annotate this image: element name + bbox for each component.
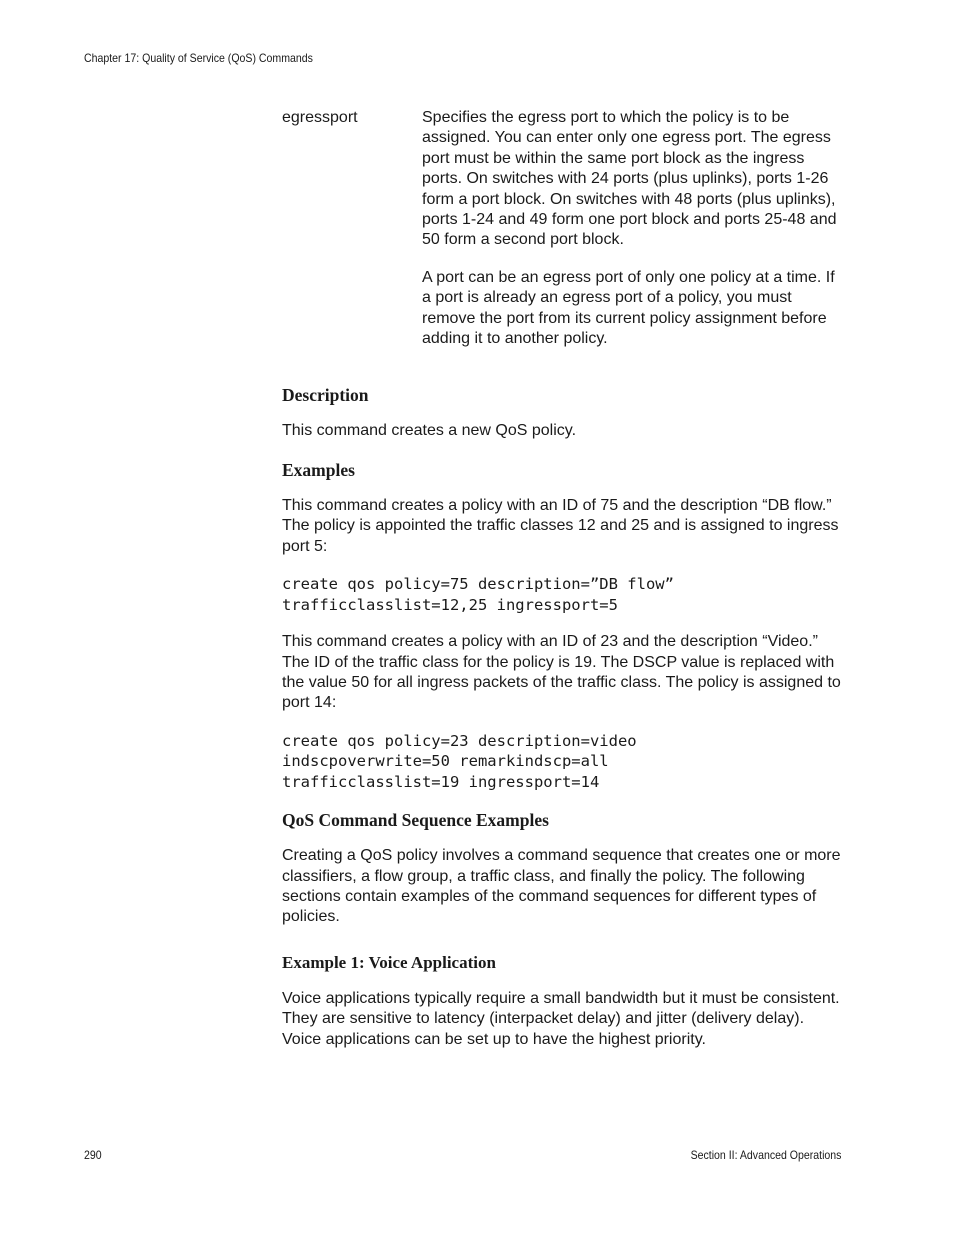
example1-heading: Example 1: Voice Application [282,952,496,972]
sequence-heading: QoS Command Sequence Examples [282,810,549,831]
code-block [282,731,846,793]
page-number: 290 [84,1148,102,1162]
code-line: trafficclasslist=19 ingressport=14 [282,772,600,791]
description-heading: Description [282,385,369,406]
running-header: Chapter 17: Quality of Service (QoS) Commands [84,51,313,65]
sequence-text: Creating a QoS policy involves a command sequence that creates one or more classifiers, a flow group, a traffic class, and finally the policy. The following sections contain examples of the command sequences for different types of policies. [282,847,841,926]
code-block [282,574,846,615]
parameter-paragraph: Specifies the egress port to which the policy is to be assigned. You can enter only one egress port. The egress port must be within the same port block as the ingress ports. On switches with 24 ports (plus uplinks), ports 1-26 form a port block. On switches with 48 ports (plus uplinks), ports 1-24 and 49 form one port block and ports 25-48 and 50 form a second port block. [422,109,837,249]
code-line: trafficclasslist=12,25 ingressport=5 [282,595,618,614]
parameter-row [282,108,846,366]
examples-heading: Examples [282,459,355,480]
example1-text: Voice applications typically require a small bandwidth but it must be consistent. They are sensitive to latency (interpacket delay) and jitter (delivery delay). Voice applications can be set up to have the highest priority. [282,989,840,1048]
footer-section: Section II: Advanced Operations [690,1148,841,1162]
parameter-description [422,108,846,366]
parameter-name: egressport [282,109,358,126]
parameter-paragraph: A port can be an egress port of only one policy at a time. If a port is already an egress port of a policy, you must remove the port from its current policy assignment before adding it to another policy. [422,268,835,348]
code-line: create qos policy=23 description=video [282,731,637,750]
description-text: This command creates a new QoS policy. [282,422,577,440]
code-line: create qos policy=75 description=”DB flow” [282,575,674,594]
code-line: indscpoverwrite=50 remarkindscp=all [282,752,609,771]
page-content [282,108,846,1067]
example-text: This command creates a policy with an ID of 75 and the description “DB flow.” The policy is appointed the traffic classes 12 and 25 and is assigned to ingress port 5: [282,496,839,555]
example-text: This command creates a policy with an ID of 23 and the description “Video.” The ID of the traffic class for the policy is 19. The DSCP value is replaced with the value 50 for all ingress packets of the traffic class. The policy is assigned to port 14: [282,633,841,712]
